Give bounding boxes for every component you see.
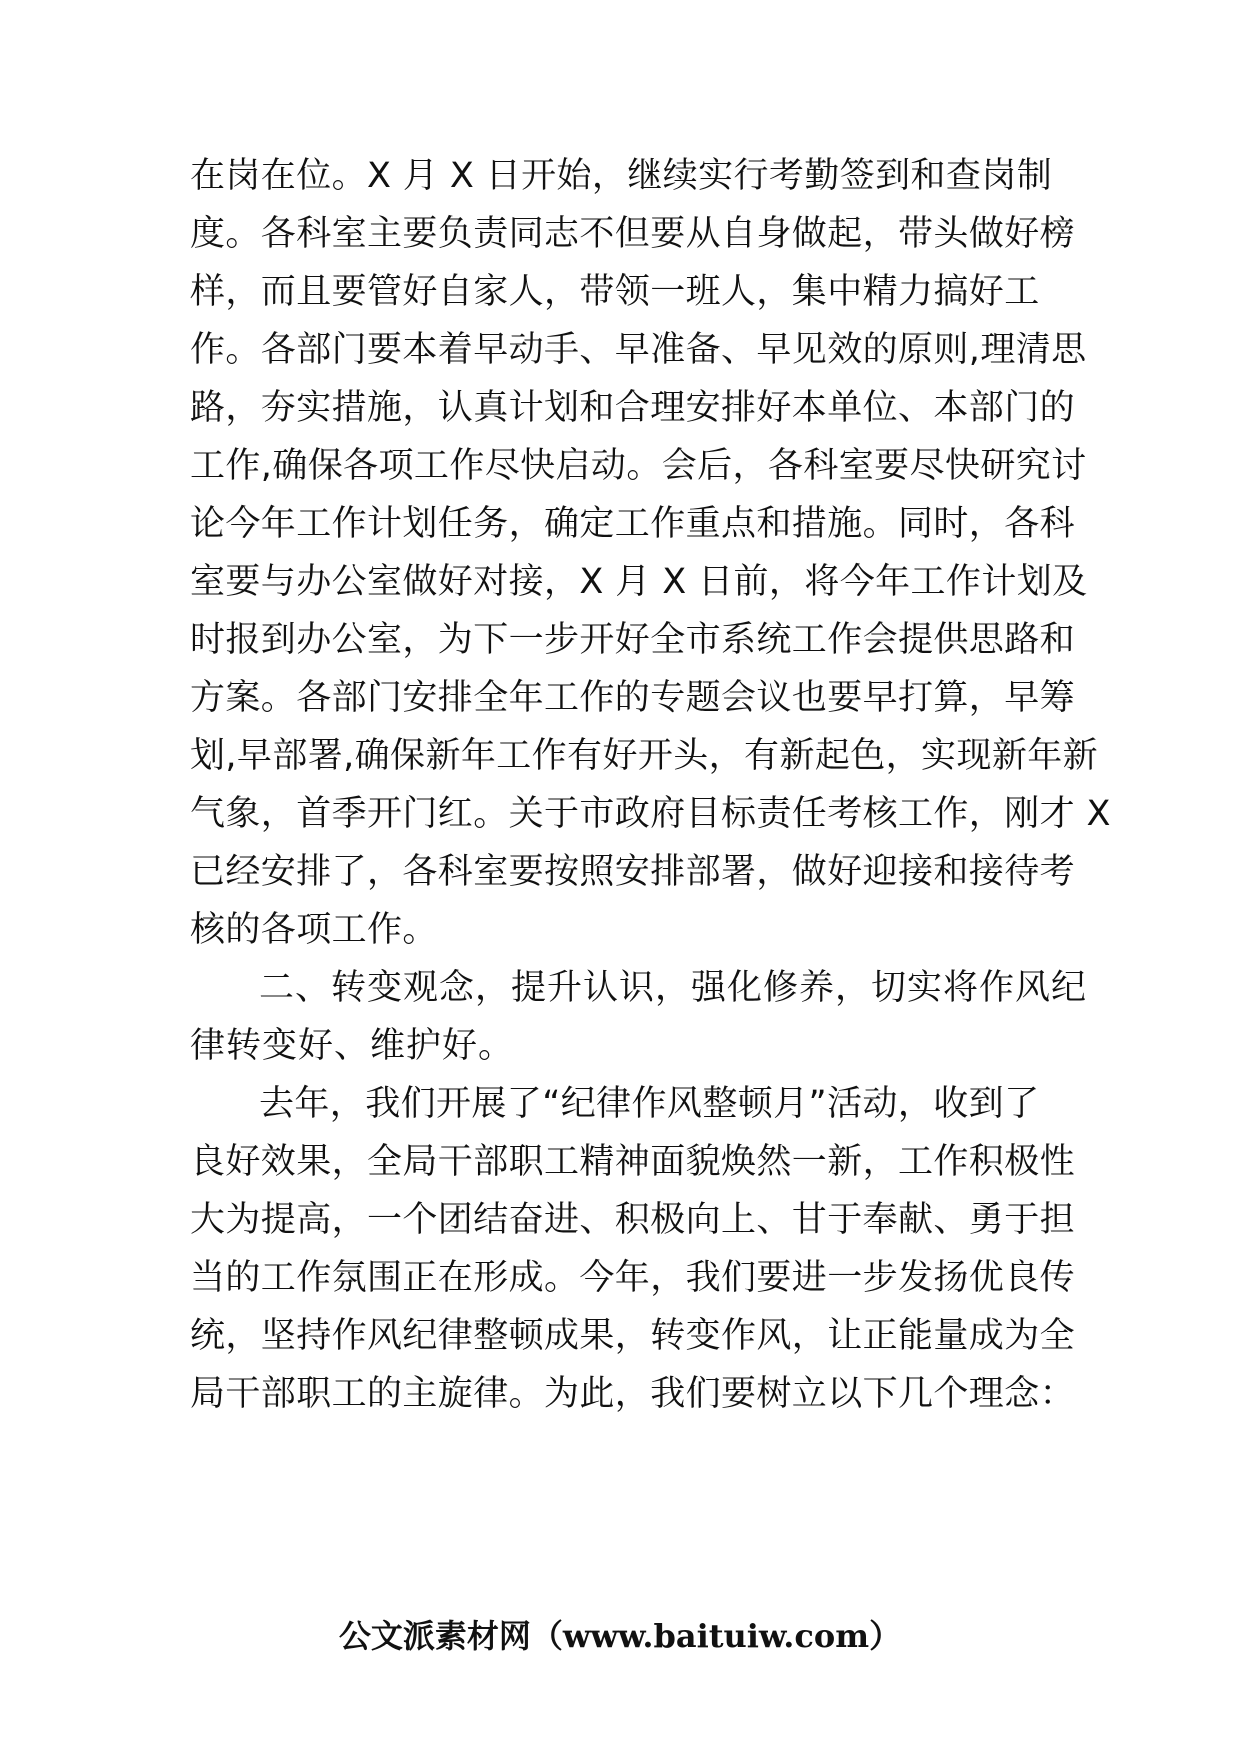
body-line: 工作,确保各项工作尽快启动。会后，各科室要尽快研究讨 [190,446,1087,486]
section-heading-line: 二、转变观念，提升认识，强化修养，切实将作风纪 [259,968,1088,1008]
body-line: 统，坚持作风纪律整顿成果，转变作风，让正能量成为全 [190,1316,1076,1356]
body-line: 气象，首季开门红。关于市政府目标责任考核工作，刚才 X [190,794,1111,834]
body-line: 核的各项工作。 [190,910,438,950]
section-heading-line: 律转变好、维护好。 [190,1026,515,1066]
body-line: 局干部职工的主旋律。为此，我们要树立以下几个理念： [190,1374,1076,1414]
body-line: 大为提高，一个团结奋进、积极向上、甘于奉献、勇于担 [190,1200,1076,1240]
body-line: 论今年工作计划任务，确定工作重点和措施。同时，各科 [190,504,1076,544]
body-line: 方案。各部门安排全年工作的专题会议也要早打算，早筹 [190,678,1076,718]
body-line: 时报到办公室，为下一步开好全市系统工作会提供思路和 [190,620,1076,660]
body-line: 去年，我们开展了“纪律作风整顿月”活动，收到了 [259,1084,1040,1124]
body-line: 在岗在位。X 月 X 日开始，继续实行考勤签到和查岗制 [190,156,1053,196]
body-line: 室要与办公室做好对接，X 月 X 日前，将今年工作计划及 [190,562,1088,602]
body-line: 路，夯实措施，认真计划和合理安排好本单位、本部门的 [190,388,1076,428]
body-line: 良好效果，全局干部职工精神面貌焕然一新，工作积极性 [190,1142,1076,1182]
body-line: 度。各科室主要负责同志不但要从自身做起，带头做好榜 [190,214,1076,254]
body-line: 划,早部署,确保新年工作有好开头，有新起色，实现新年新 [190,736,1099,776]
footer-source-note: 公文派素材网（www.baituiw.com） [338,1617,902,1655]
body-line: 当的工作氛围正在形成。今年，我们要进一步发扬优良传 [190,1258,1076,1298]
body-line: 作。各部门要本着早动手、早准备、早见效的原则,理清思 [190,330,1087,370]
body-line: 已经安排了，各科室要按照安排部署，做好迎接和接待考 [190,852,1076,892]
body-line: 样，而且要管好自家人，带领一班人，集中精力搞好工 [190,272,1040,312]
